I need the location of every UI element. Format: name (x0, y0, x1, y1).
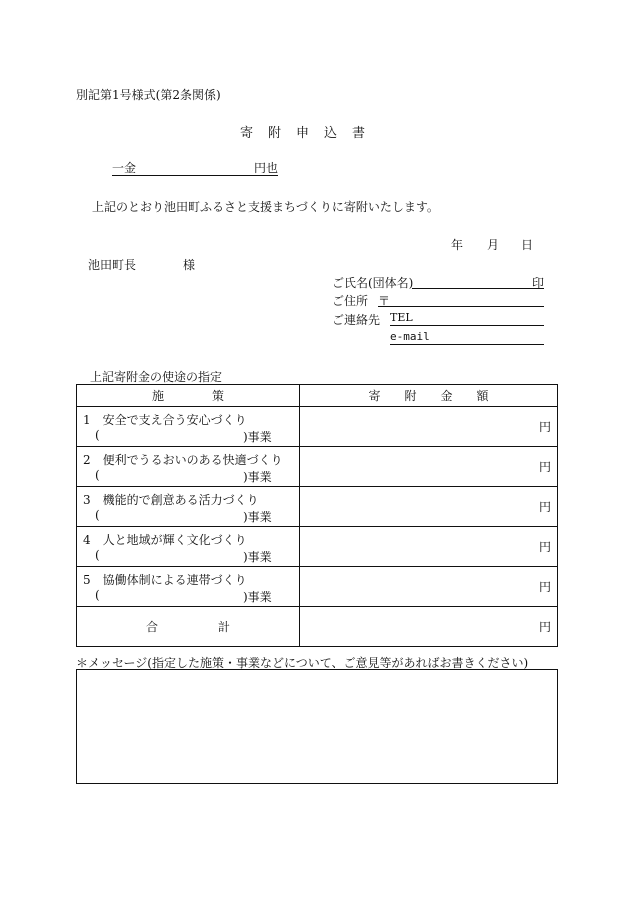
amount-line (112, 159, 278, 176)
table-row (77, 567, 558, 607)
total-label: 合 計 (77, 607, 300, 647)
total-row (77, 607, 558, 647)
table-row (77, 447, 558, 487)
policy-name: 機能的で創意ある活力づくり (102, 493, 259, 507)
row-number: 3 (83, 493, 91, 507)
header-amount: 寄 附 金 額 (300, 385, 558, 407)
name-field[interactable] (412, 274, 544, 289)
paren-open: ( (95, 588, 100, 602)
form-label: 別記第1号様式(第2条関係) (76, 88, 221, 102)
date-day: 日 (521, 238, 534, 252)
row-number: 5 (83, 573, 91, 587)
table-row (77, 527, 558, 567)
amount-cell[interactable]: 円 (300, 567, 558, 607)
email-label: e-mail (390, 330, 430, 343)
policy-name: 安全で支え合う安心づくり (102, 413, 247, 427)
paren-open: ( (95, 428, 100, 442)
paren-open: ( (95, 548, 100, 562)
policy-name: 人と地域が輝く文化づくり (102, 533, 247, 547)
project-suffix: )事業 (243, 550, 272, 564)
message-label: ＊メッセージ(指定した施策・事業などについて、ご意見等があればお書きください) (76, 656, 529, 670)
tel-field[interactable] (390, 311, 544, 326)
contact-label: ご連絡先 (332, 313, 381, 327)
policy-name: 便利でうるおいのある快適づくり (102, 453, 283, 467)
paren-open: ( (95, 468, 100, 482)
project-suffix: )事業 (243, 470, 272, 484)
uses-table (76, 384, 558, 647)
addressee-honorific: 様 (183, 258, 196, 272)
project-suffix: )事業 (243, 510, 272, 524)
addressee-name: 池田町長 (88, 258, 137, 272)
document-title: 寄 附 申 込 書 (240, 126, 367, 141)
policy-name: 協働体制による連帯づくり (102, 573, 247, 587)
amount-cell[interactable]: 円 (300, 527, 558, 567)
project-suffix: )事業 (243, 590, 272, 604)
name-label: ご氏名(団体名) (332, 276, 414, 290)
postal-mark: 〒 (378, 294, 391, 308)
table-header-row (77, 385, 558, 407)
amount-suffix: 円也 (253, 161, 278, 175)
statement: 上記のとおり池田町ふるさと支援まちづくりに寄附いたします。 (92, 200, 439, 214)
amount-prefix: 一金 (112, 161, 137, 175)
date-month: 月 (487, 238, 500, 252)
row-number: 1 (83, 413, 91, 427)
tel-label: TEL (390, 311, 413, 324)
email-field[interactable] (390, 330, 544, 345)
row-number: 2 (83, 453, 91, 467)
message-box[interactable] (76, 669, 558, 784)
date-year: 年 (451, 238, 464, 252)
uses-heading: 上記寄附金の使途の指定 (90, 370, 223, 384)
address-label: ご住所 (332, 294, 369, 308)
seal-mark: 印 (531, 276, 544, 290)
header-policy: 施 策 (77, 385, 300, 407)
address-field[interactable] (378, 292, 544, 307)
table-row (77, 407, 558, 447)
amount-cell[interactable]: 円 (300, 447, 558, 487)
paren-open: ( (95, 508, 100, 522)
amount-cell[interactable]: 円 (300, 487, 558, 527)
row-number: 4 (83, 533, 91, 547)
total-amount-cell[interactable]: 円 (300, 607, 558, 647)
table-row (77, 487, 558, 527)
amount-cell[interactable]: 円 (300, 407, 558, 447)
project-suffix: )事業 (243, 430, 272, 444)
